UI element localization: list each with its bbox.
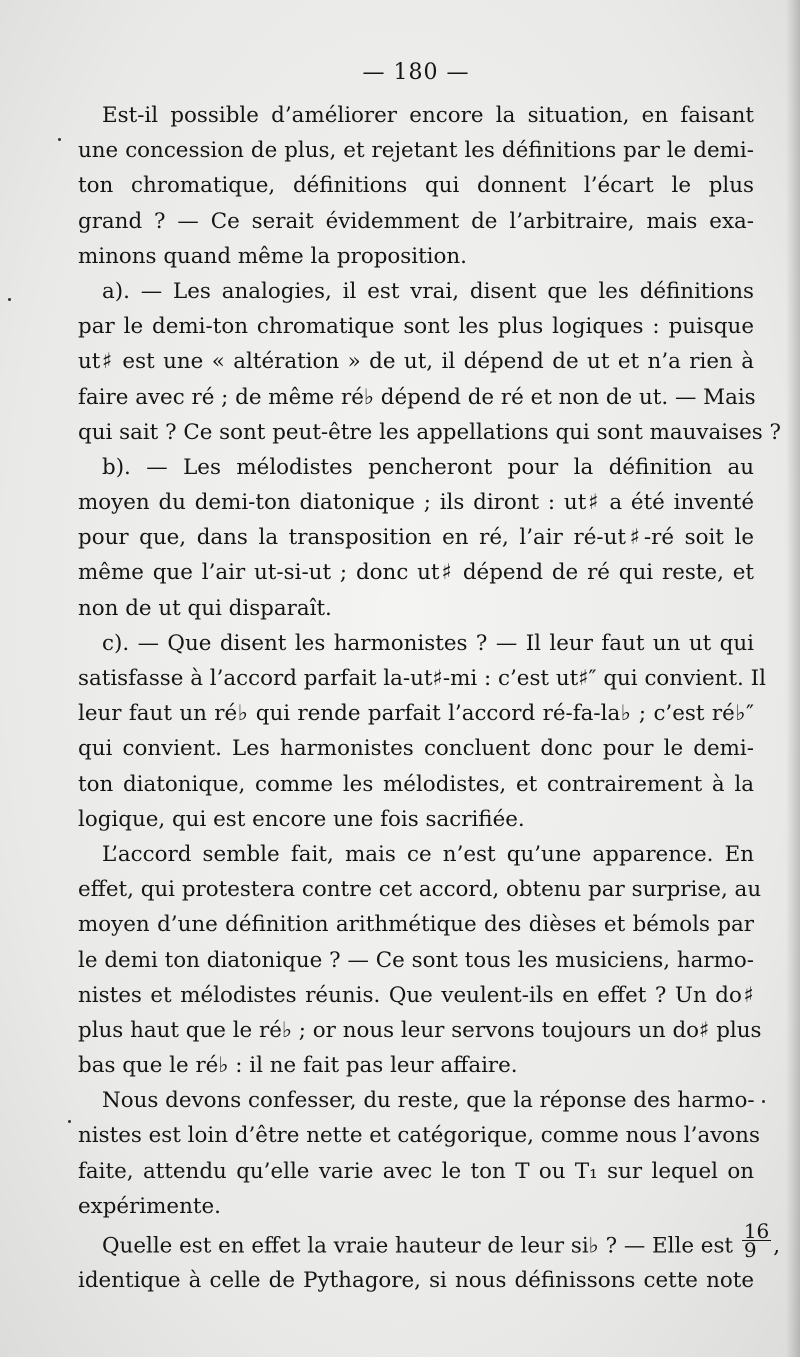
text-line: le demi ton diatonique ? — Ce sont tous les musiciens, harmo-: [78, 947, 754, 973]
text-line: a). — Les analogies, il est vrai, disent que les définitions: [102, 278, 754, 304]
text-line: bas que le ré♭ : il ne fait pas leur affaire.: [78, 1053, 518, 1079]
scan-speck: [58, 138, 61, 141]
text-line: même que l’air ut-si-ut ; donc ut♯ dépend de ré qui reste, et: [78, 560, 754, 586]
text-line: une concession de plus, et rejetant les définitions par le demi-: [78, 138, 754, 164]
fraction: [742, 1219, 771, 1262]
text-line: c). — Que disent les harmonistes ? — Il leur faut un ut qui: [102, 630, 754, 656]
text-line: faire avec ré ; de même ré♭ dépend de ré et non de ut. — Mais: [78, 384, 756, 410]
text-line: ut♯ est une « altération » de ut, il dépend de ut et n’a rien à: [78, 349, 754, 375]
text-line: satisfasse à l’accord parfait la-ut♯-mi : c’est ut♯″ qui convient. Il: [78, 666, 766, 691]
text-line: minons quand même la proposition.: [78, 243, 467, 269]
text-line: plus haut que le ré♭ ; or nous leur servons toujours un do♯ plus: [78, 1017, 762, 1043]
text-line: leur faut un ré♭ qui rende parfait l’accord ré-fa-la♭ ; c’est ré♭″: [78, 701, 754, 727]
text-line: non de ut qui disparaît.: [78, 595, 332, 621]
text-line: ton chromatique, définitions qui donnent l’écart le plus: [78, 173, 754, 199]
text-line: nistes est loin d’être nette et catégorique, comme nous l’avons: [78, 1123, 760, 1149]
body-text: [78, 98, 781, 1298]
text-line: nistes et mélodistes réunis. Que veulent-ils en effet ? Un do♯: [78, 982, 754, 1008]
text-line: pour que, dans la transposition en ré, l’air ré-ut♯-ré soit le: [78, 525, 754, 551]
text-line: qui convient. Les harmonistes concluent donc pour le demi-: [78, 736, 754, 762]
text-line: Est-il possible d’améliorer encore la situation, en faisant: [102, 103, 754, 128]
text-line-with-fraction: [78, 1219, 781, 1263]
fraction-line-text: Quelle est en effet la vraie hauteur de leur si♭ ? — Elle est: [102, 1233, 734, 1259]
fraction-line-punctuation: ,: [773, 1233, 781, 1259]
text-line: grand ? — Ce serait évidemment de l’arbitraire, mais exa-: [78, 208, 754, 234]
text-line: Nous devons confesser, du reste, que la réponse des harmo-: [102, 1088, 755, 1114]
text-line: effet, qui protestera contre cet accord, obtenu par surprise, au: [78, 877, 762, 903]
text-line: L’accord semble fait, mais ce n’est qu’une apparence. En: [102, 841, 754, 867]
text-line: faite, attendu qu’elle varie avec le ton T ou T₁ sur lequel on: [78, 1158, 754, 1184]
page-number: — 180 —: [362, 60, 470, 85]
text-line: par le demi-ton chromatique sont les plus logiques : puisque: [78, 314, 754, 340]
fraction-denominator: 9: [743, 1238, 757, 1262]
text-line: moyen d’une définition arithmétique des dièses et bémols par: [78, 912, 754, 938]
text-line-final: identique à celle de Pythagore, si nous définissons cette note: [78, 1268, 754, 1294]
page-edge-shadow: [786, 0, 800, 1357]
text-line: qui sait ? Ce sont peut-être les appellations qui sont mauvaises ?: [78, 419, 781, 445]
scan-speck: [8, 298, 11, 301]
text-line: ton diatonique, comme les mélodistes, et contrairement à la: [78, 771, 754, 797]
fraction-numerator: 16: [743, 1219, 770, 1243]
text-line: b). — Les mélodistes pencheront pour la définition au: [102, 454, 754, 480]
text-line: moyen du demi-ton diatonique ; ils diront : ut♯ a été inventé: [78, 490, 754, 516]
scan-speck: [762, 1100, 765, 1103]
text-line: expérimente.: [78, 1193, 221, 1219]
text-line: logique, qui est encore une fois sacrifiée.: [78, 806, 525, 832]
scan-speck: [68, 1120, 71, 1123]
